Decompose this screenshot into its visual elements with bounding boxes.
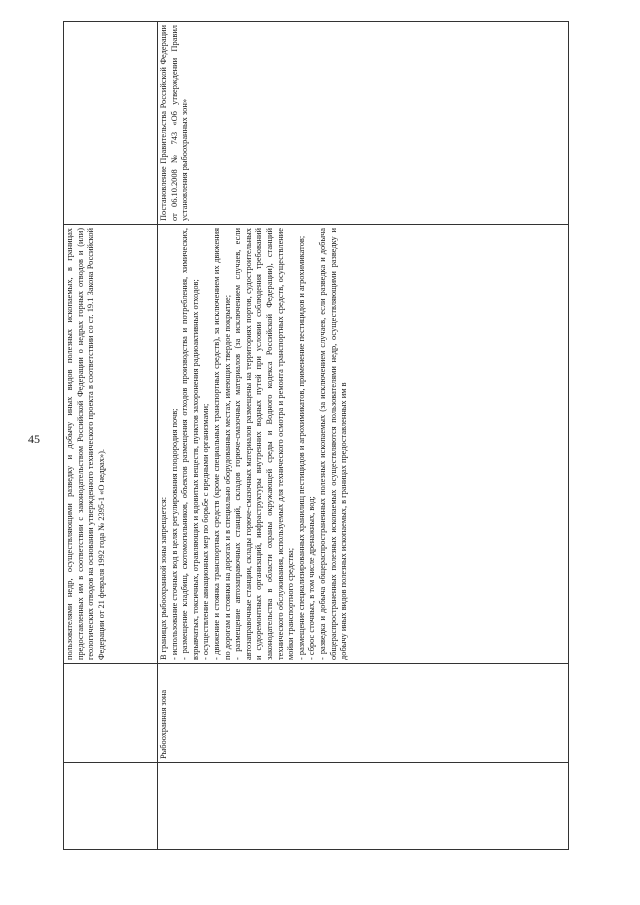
table-row <box>64 22 158 850</box>
regulation-table <box>63 21 569 850</box>
restriction-line: - размещение автозаправочных станций, складов горюче-смазочных материалов (за исключением случаев, если автозаправочные станции, склады горюче-смазочных материалов размещены на территориях портов, судостроительных и судоремонтных организаций, инфраструктуры внутренних водных путей при условии соблюдения требований законодательства в области охраны окружающей среды и Водного кодекса Российской Федерации), станций технического обслуживания, используемых для технического осмотра и ремонта транспортных средств, осуществление мойки транспортного средства; <box>233 228 296 660</box>
restriction-line: - движение и стоянка транспортных средств (кроме специальных транспортных средств), за исключением их движения по дорогам и стоянки на дорогах и в специально оборудованных местах, имеющих твердое покрытие; <box>211 228 232 660</box>
restriction-line: - разведка и добыча общераспространенных полезных ископаемых (за исключением случаев, если разведка и добыча общераспространенных полезных ископаемых осуществляются пользователями недр, осуществляющими разведку и добычу иных видов полезных ископаемых, в границах предоставленных им в <box>317 228 349 660</box>
restriction-line: - сброс сточных, в том числе дренажных, вод; <box>307 496 317 660</box>
rotated-table <box>63 25 569 850</box>
table-cell-source: Постановление Правительства Российской Федерации от 06.10.2008 № 743 «Об утверждении Правил установления рыбоохранных зон» <box>158 22 569 225</box>
restriction-line: - осуществление авиационных мер по борьбе с вредными организмами; <box>201 403 211 660</box>
table-cell-number <box>158 763 569 850</box>
table-cell-source <box>64 22 158 225</box>
table-cell-zone: Рыбоохранная зона <box>158 664 569 763</box>
table-cell-restrictions: пользователями недр, осуществляющими разведку и добычу иных видов полезных ископаемых, в границах предоставленных им в соответствии с законодательством Российской Федерации о недрах горных отводов и (или) геологических отводов на основании утвержденного технического проекта в соответствии со ст. 19.1 Закона Российской Федерации от 21 февраля 1992 года № 2395-1 «О недрах»). <box>64 225 158 664</box>
table-row <box>158 22 569 850</box>
table-cell-restrictions <box>158 225 569 664</box>
table-cell-number <box>64 763 158 850</box>
restriction-line: - размещение кладбищ, скотомогильников, объектов размещения отходов производства и потребления, химических, взрывчатых, токсичных, отравляющих и ядовитых веществ, пунктов захоронения радиоактивных отходов; <box>180 228 200 660</box>
restriction-line: - размещение специализированных хранилищ пестицидов и агрохимикатов, применение пестицидов и агрохимикатов; <box>296 235 306 660</box>
restriction-line: - использование сточных вод в целях регулирования плодородия почв; <box>169 408 179 660</box>
table-cell-zone <box>64 664 158 763</box>
restriction-line: В границах рыбоохранной зоны запрещается: <box>159 496 168 660</box>
page-number: 45 <box>28 432 40 446</box>
